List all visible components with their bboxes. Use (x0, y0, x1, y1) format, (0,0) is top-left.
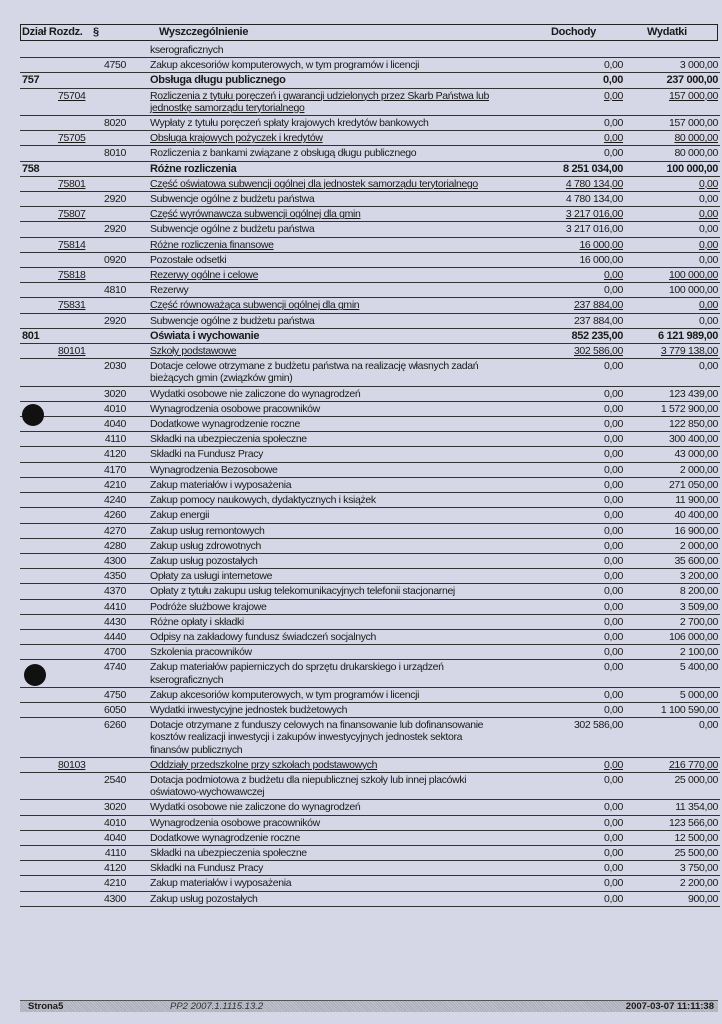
income-value: 0,00 (603, 478, 623, 491)
punch-hole-mark (24, 664, 46, 686)
table-row (20, 463, 720, 478)
income-value: 302 586,00 (573, 345, 623, 358)
description: Składki na Fundusz Pracy (150, 862, 263, 875)
description: Szkoły podstawowe (150, 345, 237, 358)
rozdzial-code: 75818 (58, 269, 86, 282)
paragraf-code: 4010 (104, 816, 126, 829)
expense-value: 271 050,00 (668, 478, 718, 491)
income-value: 0,00 (603, 892, 623, 905)
table-row (20, 283, 720, 298)
description: Zakup pomocy naukowych, dydaktycznych i książek (150, 494, 376, 507)
expense-value: 0,00 (698, 360, 718, 373)
income-value: 4 780 134,00 (565, 177, 623, 190)
rozdzial-code: 80103 (58, 758, 86, 771)
paragraf-code: 4170 (104, 463, 126, 476)
table-row (20, 600, 720, 615)
description: Wynagrodzenia osobowe pracowników (150, 816, 320, 829)
table-row (20, 630, 720, 645)
table-row (20, 773, 720, 800)
expense-value: 0,00 (698, 238, 718, 251)
table-row (20, 222, 720, 237)
income-value: 0,00 (603, 703, 623, 716)
paragraf-code: 4750 (104, 688, 126, 701)
paragraf-code: 4300 (104, 554, 126, 567)
description: Subwencje ogólne z budżetu państwa (150, 314, 315, 327)
income-value: 0,00 (603, 509, 623, 522)
expense-value: 0,00 (698, 253, 718, 266)
budget-table-body (20, 43, 720, 907)
table-row (20, 402, 720, 417)
paragraf-code: 4270 (104, 524, 126, 537)
description: Odpisy na zakładowy fundusz świadczeń socjalnych (150, 630, 376, 643)
description: Składki na ubezpieczenia społeczne (150, 846, 307, 859)
paragraf-code: 4110 (104, 433, 126, 446)
description: Zakup usług zdrowotnych (150, 539, 262, 552)
table-row (20, 800, 720, 815)
paragraf-code: 4120 (104, 448, 126, 461)
expense-value: 2 700,00 (679, 615, 718, 628)
income-value: 0,00 (603, 132, 623, 145)
table-header (20, 24, 718, 41)
rozdzial-code: 75807 (58, 208, 86, 221)
income-value: 0,00 (603, 816, 623, 829)
income-value: 4 780 134,00 (565, 193, 623, 206)
table-row (20, 432, 720, 447)
table-row (20, 508, 720, 523)
expense-value: 0,00 (698, 208, 718, 221)
description: Wydatki osobowe nie zaliczone do wynagrodzeń (150, 801, 361, 814)
rozdzial-code: 75704 (58, 89, 86, 102)
income-value: 0,00 (603, 585, 623, 598)
expense-value: 0,00 (698, 299, 718, 312)
income-value: 0,00 (603, 661, 623, 674)
expense-value: 1 572 900,00 (660, 402, 718, 415)
paragraf-code: 4260 (104, 509, 126, 522)
income-value: 0,00 (603, 524, 623, 537)
table-row (20, 447, 720, 462)
income-value: 0,00 (603, 773, 623, 786)
expense-value: 900,00 (687, 892, 718, 905)
paragraf-code: 4210 (104, 877, 126, 890)
paragraf-code: 3020 (104, 387, 126, 400)
expense-value: 8 200,00 (679, 585, 718, 598)
table-row (20, 816, 720, 831)
description: Część oświatowa subwencji ogólnej dla jednostek samorządu terytorialnego (150, 177, 478, 190)
table-row (20, 417, 720, 432)
expense-value: 2 200,00 (679, 877, 718, 890)
income-value: 0,00 (603, 688, 623, 701)
chapter-row (20, 177, 720, 192)
income-value: 3 217 016,00 (565, 223, 623, 236)
description: Oddziały przedszkolne przy szkołach podstawowych (150, 758, 378, 771)
expense-value: 0,00 (698, 223, 718, 236)
income-value: 0,00 (603, 418, 623, 431)
description: Rezerwy (150, 284, 189, 297)
table-row (20, 831, 720, 846)
rozdzial-code: 75705 (58, 132, 86, 145)
table-row (20, 645, 720, 660)
income-value: 0,00 (602, 74, 623, 87)
expense-value: 3 200,00 (679, 570, 718, 583)
table-row (20, 314, 720, 329)
description: Zakup materiałów papierniczych do sprzętu drukarskiego i urządzeń kserograficznych (150, 661, 444, 686)
paragraf-code: 4740 (104, 661, 126, 674)
description: Składki na Fundusz Pracy (150, 448, 263, 461)
punch-hole-mark (22, 404, 44, 426)
description: Zakup usług pozostałych (150, 554, 258, 567)
paragraf-code: 4010 (104, 402, 126, 415)
income-value: 852 235,00 (571, 329, 623, 342)
table-row (20, 493, 720, 508)
description: Zakup materiałów i wyposażenia (150, 478, 292, 491)
paragraf-code: 6260 (104, 719, 126, 732)
description: Różne opłaty i składki (150, 615, 244, 628)
table-row (20, 539, 720, 554)
table-row (20, 524, 720, 539)
paragraf-code: 4120 (104, 862, 126, 875)
income-value: 0,00 (603, 801, 623, 814)
income-value: 16 000,00 (579, 253, 623, 266)
header-wyszczegolnienie: Wyszczególnienie (159, 26, 249, 38)
expense-value: 40 400,00 (674, 509, 718, 522)
income-value: 0,00 (603, 877, 623, 890)
table-row (20, 58, 720, 73)
description: Wynagrodzenia osobowe pracowników (150, 402, 320, 415)
paragraf-code: 2920 (104, 193, 126, 206)
description: Zakup usług remontowych (150, 524, 265, 537)
section-row (20, 162, 720, 177)
expense-value: 80 000,00 (674, 132, 718, 145)
description: Zakup akcesoriów komputerowych, w tym programów i licencji (150, 59, 420, 72)
income-value: 0,00 (603, 570, 623, 583)
chapter-row (20, 238, 720, 253)
table-row (20, 703, 720, 718)
expense-value: 3 779 138,00 (660, 345, 718, 358)
paragraf-code: 0920 (104, 253, 126, 266)
expense-value: 2 100,00 (679, 646, 718, 659)
table-row (20, 892, 720, 907)
rozdzial-code: 75801 (58, 177, 86, 190)
expense-value: 216 770,00 (668, 758, 718, 771)
paragraf-code: 2540 (104, 773, 126, 786)
expense-value: 3 509,00 (679, 600, 718, 613)
paragraf-code: 3020 (104, 801, 126, 814)
description: Subwencje ogólne z budżetu państwa (150, 223, 315, 236)
table-row (20, 861, 720, 876)
chapter-row (20, 344, 720, 359)
description: Wypłaty z tytułu poręczeń spłaty krajowych kredytów bankowych (150, 117, 429, 130)
expense-value: 5 400,00 (679, 661, 718, 674)
expense-value: 0,00 (698, 193, 718, 206)
section-row (20, 329, 720, 344)
income-value: 0,00 (603, 600, 623, 613)
dzial-code: 758 (22, 162, 40, 175)
description: Opłaty za usługi internetowe (150, 570, 273, 583)
description: Wydatki inwestycyjne jednostek budżetowych (150, 703, 348, 716)
header-dochody: Dochody (551, 26, 596, 38)
table-row (20, 718, 720, 758)
paragraf-code: 4350 (104, 570, 126, 583)
rozdzial-code: 75831 (58, 299, 86, 312)
description: Składki na ubezpieczenia społeczne (150, 433, 307, 446)
section-row (20, 73, 720, 88)
header-paragraf: § (93, 26, 99, 38)
paragraf-code: 4300 (104, 892, 126, 905)
income-value: 0,00 (603, 387, 623, 400)
income-value: 0,00 (603, 630, 623, 643)
description: Subwencje ogólne z budżetu państwa (150, 193, 315, 206)
footer-document-code: PP2 2007.1.1115.13.2 (170, 1001, 264, 1012)
paragraf-code: 4810 (104, 284, 126, 297)
description: kserograficznych (150, 44, 224, 56)
description: Dodatkowe wynagrodzenie roczne (150, 418, 301, 431)
table-row (20, 846, 720, 861)
income-value: 0,00 (603, 402, 623, 415)
paragraf-code: 2920 (104, 223, 126, 236)
income-value: 0,00 (603, 147, 623, 160)
income-value: 0,00 (603, 758, 623, 771)
expense-value: 2 000,00 (679, 539, 718, 552)
description: Dotacje celowe otrzymane z budżetu państwa na realizację własnych zadań bieżących gmin (związków gmin) (150, 360, 479, 385)
table-row (20, 43, 720, 58)
dzial-code: 757 (22, 74, 40, 87)
description: Dodatkowe wynagrodzenie roczne (150, 831, 301, 844)
paragraf-code: 4240 (104, 494, 126, 507)
expense-value: 6 121 989,00 (657, 329, 718, 342)
description: Zakup usług pozostałych (150, 892, 258, 905)
income-value: 0,00 (603, 646, 623, 659)
description: Szkolenia pracowników (150, 646, 252, 659)
table-row (20, 876, 720, 891)
income-value: 0,00 (603, 284, 623, 297)
paragraf-code: 4430 (104, 615, 126, 628)
expense-value: 25 500,00 (674, 846, 718, 859)
description: Opłaty z tytułu zakupu usług telekomunikacyjnych telefonii stacjonarnej (150, 585, 455, 598)
description: Zakup energii (150, 509, 210, 522)
expense-value: 106 000,00 (668, 630, 718, 643)
table-row (20, 192, 720, 207)
expense-value: 12 500,00 (674, 831, 718, 844)
income-value: 3 217 016,00 (565, 208, 623, 221)
paragraf-code: 4410 (104, 600, 126, 613)
paragraf-code: 4370 (104, 585, 126, 598)
description: Wydatki osobowe nie zaliczone do wynagrodzeń (150, 387, 361, 400)
income-value: 0,00 (603, 117, 623, 130)
income-value: 0,00 (603, 360, 623, 373)
header-dzial-rozdz: Dział Rozdz. (22, 26, 83, 38)
description: Rezerwy ogólne i celowe (150, 269, 259, 282)
description: Zakup akcesoriów komputerowych, w tym programów i licencji (150, 688, 420, 701)
expense-value: 122 850,00 (668, 418, 718, 431)
paragraf-code: 4110 (104, 846, 126, 859)
table-row (20, 569, 720, 584)
chapter-row (20, 89, 720, 116)
expense-value: 300 400,00 (668, 433, 718, 446)
description: Część wyrównawcza subwencji ogólnej dla gmin (150, 208, 361, 221)
table-row (20, 387, 720, 402)
income-value: 0,00 (603, 433, 623, 446)
paragraf-code: 8020 (104, 117, 126, 130)
paragraf-code: 4700 (104, 646, 126, 659)
table-row (20, 554, 720, 569)
description: Różne rozliczenia finansowe (150, 238, 274, 251)
expense-value: 43 000,00 (674, 448, 718, 461)
description: Pozostałe odsetki (150, 253, 227, 266)
income-value: 0,00 (603, 539, 623, 552)
expense-value: 11 900,00 (675, 494, 718, 507)
expense-value: 0,00 (698, 177, 718, 190)
paragraf-code: 8010 (104, 147, 126, 160)
income-value: 0,00 (603, 831, 623, 844)
description: Obsługa krajowych pożyczek i kredytów (150, 132, 323, 145)
description: Rozliczenia z bankami związane z obsługą długu publicznego (150, 147, 417, 160)
expense-value: 1 100 590,00 (660, 703, 718, 716)
paragraf-code: 4750 (104, 59, 126, 72)
table-row (20, 253, 720, 268)
description: Część równoważąca subwencji ogólnej dla gmin (150, 299, 360, 312)
income-value: 0,00 (603, 554, 623, 567)
paragraf-code: 4040 (104, 831, 126, 844)
footer-timestamp: 2007-03-07 11:11:38 (625, 1001, 714, 1012)
description: Różne rozliczenia (150, 162, 237, 175)
table-row (20, 146, 720, 161)
page-footer (20, 1000, 718, 1012)
paragraf-code: 6050 (104, 703, 126, 716)
expense-value: 123 439,00 (668, 387, 718, 400)
expense-value: 5 000,00 (679, 688, 718, 701)
expense-value: 157 000,00 (668, 89, 718, 102)
table-row (20, 615, 720, 630)
description: Obsługa długu publicznego (150, 74, 286, 87)
expense-value: 100 000,00 (666, 162, 718, 175)
expense-value: 0,00 (698, 314, 718, 327)
table-row (20, 359, 720, 386)
paragraf-code: 2920 (104, 314, 126, 327)
expense-value: 11 354,00 (675, 801, 718, 814)
expense-value: 80 000,00 (674, 147, 718, 160)
income-value: 0,00 (603, 448, 623, 461)
description: Dotacja podmiotowa z budżetu dla niepublicznej szkoły lub innej placówki oświatowo-wychowawczej (150, 773, 467, 799)
paragraf-code: 4280 (104, 539, 126, 552)
income-value: 0,00 (603, 269, 623, 282)
table-row (20, 478, 720, 493)
income-value: 0,00 (603, 494, 623, 507)
description: Podróże służbowe krajowe (150, 600, 267, 613)
income-value: 0,00 (603, 463, 623, 476)
income-value: 302 586,00 (573, 719, 623, 732)
expense-value: 123 566,00 (668, 816, 718, 829)
expense-value: 3 000,00 (679, 59, 718, 72)
income-value: 8 251 034,00 (562, 162, 623, 175)
paragraf-code: 2030 (104, 360, 126, 373)
table-row (20, 116, 720, 131)
expense-value: 3 750,00 (679, 862, 718, 875)
chapter-row (20, 268, 720, 283)
table-row (20, 584, 720, 599)
paragraf-code: 4440 (104, 630, 126, 643)
header-wydatki: Wydatki (647, 26, 687, 38)
expense-value: 16 900,00 (674, 524, 718, 537)
expense-value: 100 000,00 (668, 269, 718, 282)
footer-page-number: Strona5 (28, 1001, 64, 1012)
description: Zakup materiałów i wyposażenia (150, 877, 292, 890)
budget-document-page (20, 0, 720, 1024)
income-value: 237 884,00 (573, 314, 623, 327)
paragraf-code: 4210 (104, 478, 126, 491)
income-value: 0,00 (603, 59, 623, 72)
description: Rozliczenia z tytułu poręczeń i gwarancji udzielonych przez Skarb Państwa lub jednostkę samorządu terytorialnego (150, 89, 489, 114)
description: Wynagrodzenia Bezosobowe (150, 463, 278, 476)
rozdzial-code: 75814 (58, 238, 86, 251)
description: Dotacje otrzymane z funduszy celowych na finansowanie lub dofinansowanie kosztów realizacji inwestycji i zakupów inwestycyjnych jednostek sektora finansów publicznych (150, 719, 484, 756)
income-value: 0,00 (603, 846, 623, 859)
expense-value: 0,00 (698, 719, 718, 732)
description: Oświata i wychowanie (150, 329, 260, 342)
table-row (20, 660, 720, 687)
income-value: 16 000,00 (579, 238, 623, 251)
table-row (20, 688, 720, 703)
expense-value: 100 000,00 (668, 284, 718, 297)
income-value: 237 884,00 (573, 299, 623, 312)
income-value: 0,00 (603, 615, 623, 628)
rozdzial-code: 80101 (58, 345, 86, 358)
expense-value: 237 000,00 (666, 74, 718, 87)
chapter-row (20, 758, 720, 773)
expense-value: 157 000,00 (668, 117, 718, 130)
expense-value: 35 600,00 (674, 554, 718, 567)
income-value: 0,00 (603, 862, 623, 875)
dzial-code: 801 (22, 329, 40, 342)
expense-value: 25 000,00 (674, 773, 718, 786)
chapter-row (20, 298, 720, 313)
expense-value: 2 000,00 (679, 463, 718, 476)
paragraf-code: 4040 (104, 418, 126, 431)
chapter-row (20, 131, 720, 146)
income-value: 0,00 (603, 89, 623, 102)
chapter-row (20, 207, 720, 222)
